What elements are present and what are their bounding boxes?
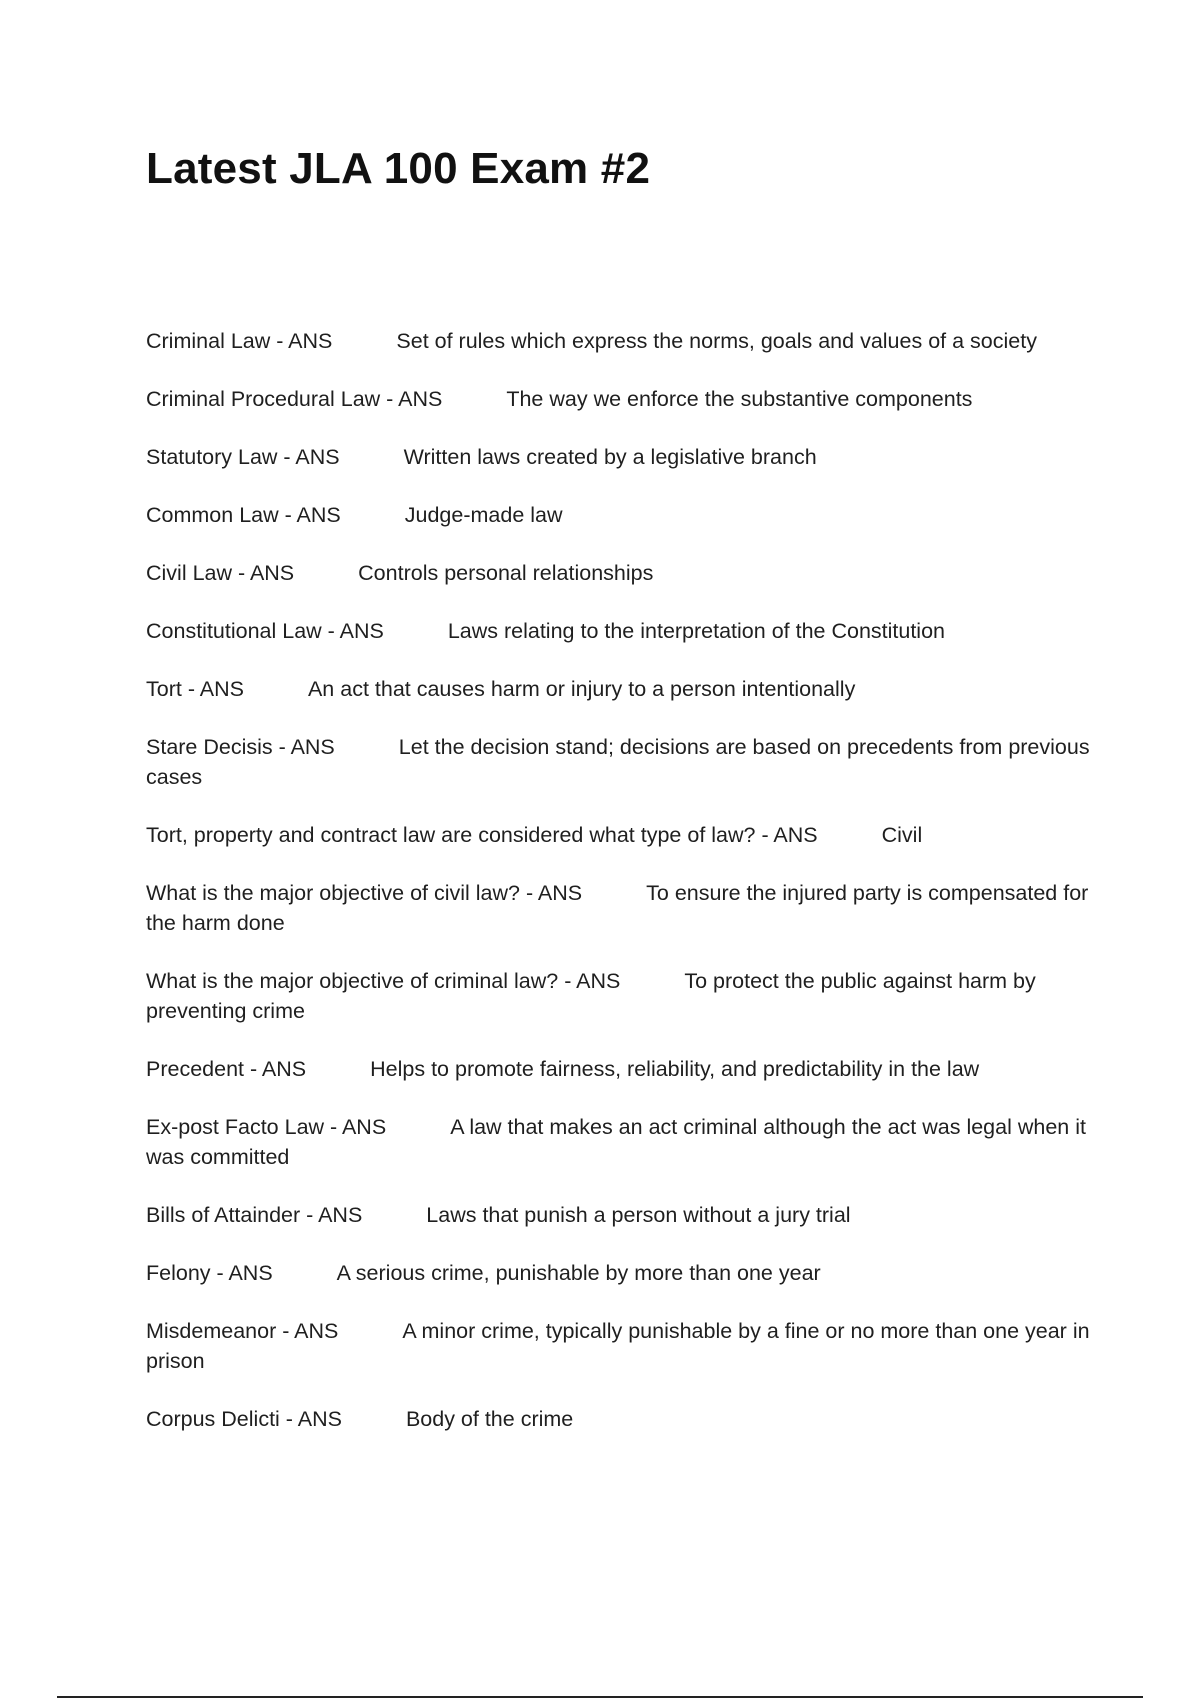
list-item xyxy=(146,878,1091,938)
list-item xyxy=(146,1112,1091,1172)
term: Precedent - ANS xyxy=(146,1057,307,1081)
term: What is the major objective of civil law? - ANS xyxy=(146,881,583,905)
answer: Let the decision stand; decisions are based on precedents from previous cases xyxy=(146,735,1090,789)
qa-list xyxy=(146,326,1091,1462)
term: Tort, property and contract law are considered what type of law? - ANS xyxy=(146,823,818,847)
list-item xyxy=(146,326,1091,356)
term: Statutory Law - ANS xyxy=(146,445,340,469)
term: Bills of Attainder - ANS xyxy=(146,1203,363,1227)
term: Misdemeanor - ANS xyxy=(146,1319,339,1343)
list-item xyxy=(146,966,1091,1026)
list-item xyxy=(146,1316,1091,1376)
list-item xyxy=(146,820,1091,850)
term: Felony - ANS xyxy=(146,1261,273,1285)
list-item xyxy=(146,616,1091,646)
answer: Written laws created by a legislative branch xyxy=(403,445,817,469)
term: Civil Law - ANS xyxy=(146,561,295,585)
list-item xyxy=(146,1258,1091,1288)
term: Common Law - ANS xyxy=(146,503,341,527)
answer: Controls personal relationships xyxy=(358,561,654,585)
answer: To ensure the injured party is compensated for the harm done xyxy=(146,881,1089,935)
answer: A serious crime, punishable by more than one year xyxy=(336,1261,821,1285)
answer: An act that causes harm or injury to a person intentionally xyxy=(307,677,856,701)
list-item xyxy=(146,674,1091,704)
answer: A law that makes an act criminal although the act was legal when it was committed xyxy=(146,1115,1086,1169)
list-item xyxy=(146,442,1091,472)
list-item xyxy=(146,1200,1091,1230)
list-item xyxy=(146,1054,1091,1084)
answer: Civil xyxy=(881,823,923,847)
list-item xyxy=(146,384,1091,414)
answer: Laws that punish a person without a jury trial xyxy=(426,1203,851,1227)
answer: Set of rules which express the norms, goals and values of a society xyxy=(396,329,1037,353)
list-item xyxy=(146,732,1091,792)
term: Criminal Law - ANS xyxy=(146,329,333,353)
term: Ex-post Facto Law - ANS xyxy=(146,1115,387,1139)
answer: The way we enforce the substantive components xyxy=(506,387,973,411)
list-item xyxy=(146,500,1091,530)
answer: A minor crime, typically punishable by a fine or no more than one year in prison xyxy=(146,1319,1090,1373)
page-title: Latest JLA 100 Exam #2 xyxy=(146,144,651,193)
list-item xyxy=(146,1404,1091,1434)
answer: To protect the public against harm by preventing crime xyxy=(146,969,1036,1023)
term: What is the major objective of criminal law? - ANS xyxy=(146,969,621,993)
footer-divider xyxy=(57,1696,1143,1698)
term: Stare Decisis - ANS xyxy=(146,735,335,759)
term: Corpus Delicti - ANS xyxy=(146,1407,342,1431)
term: Constitutional Law - ANS xyxy=(146,619,384,643)
term: Tort - ANS xyxy=(146,677,244,701)
answer: Body of the crime xyxy=(405,1407,574,1431)
answer: Judge-made law xyxy=(404,503,563,527)
list-item xyxy=(146,558,1091,588)
term: Criminal Procedural Law - ANS xyxy=(146,387,443,411)
answer: Laws relating to the interpretation of the Constitution xyxy=(447,619,945,643)
answer: Helps to promote fairness, reliability, and predictability in the law xyxy=(370,1057,980,1081)
